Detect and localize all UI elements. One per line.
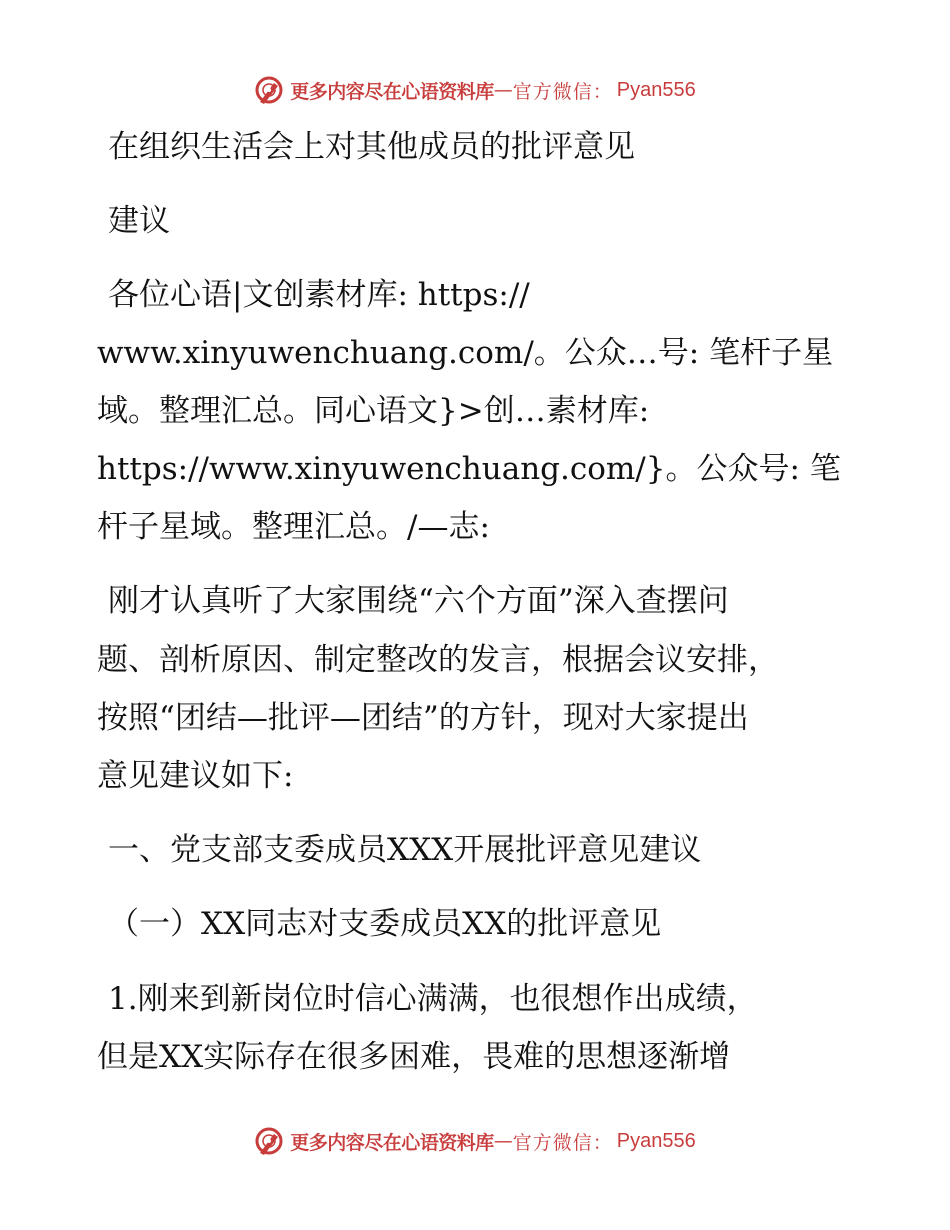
pen-logo-icon: [254, 1126, 284, 1156]
pen-logo-icon: [254, 75, 284, 105]
doc-title-line-2: 建议: [108, 203, 170, 239]
section-heading: 一、党支部支委成员XXX开展批评意见建议: [108, 832, 702, 868]
paragraph-line: 但是XX实际存在很多困难，畏难的思想逐渐增: [97, 1039, 731, 1075]
banner-wechat-label: 官方微信：: [512, 80, 613, 103]
paragraph-line: 意见建议如下:: [97, 758, 294, 794]
banner-dash: —: [493, 79, 513, 101]
banner-slogan: 更多内容尽在心语资料库: [290, 80, 494, 103]
subsection-heading: （一）XX同志对支委成员XX的批评意见: [108, 906, 662, 942]
banner-wechat-id: Pyan556: [616, 1129, 696, 1152]
banner-wechat-id: Pyan556: [616, 78, 696, 101]
paragraph-line: 按照“团结—批评—团结”的方针，现对大家提出: [97, 700, 749, 736]
paragraph-line: https://www.xinyuwenchuang.com/}。公众号: 笔: [97, 451, 841, 487]
paragraph-line: www.xinyuwenchuang.com/。公众…号: 笔杆子星: [97, 335, 834, 371]
paragraph-line: 各位心语|文创素材库: https://: [108, 277, 530, 313]
paragraph-line: 域。整理汇总。同心语文}>创…素材库:: [97, 393, 650, 429]
banner-slogan: 更多内容尽在心语资料库: [290, 1131, 494, 1154]
paragraph-line: 1.刚来到新岗位时信心满满，也很想作出成绩，: [108, 981, 758, 1017]
paragraph-line: 杆子星域。整理汇总。/—志:: [97, 509, 490, 545]
paragraph-line: 刚才认真听了大家围绕“六个方面”深入查摆问: [108, 583, 729, 619]
banner-dash: —: [493, 1130, 513, 1152]
footer-banner: [0, 1121, 950, 1161]
header-banner: [0, 70, 950, 110]
banner-wechat-label: 官方微信：: [512, 1131, 613, 1154]
paragraph-line: 题、剖析原因、制定整改的发言，根据会议安排，: [97, 642, 779, 678]
doc-title-line-1: 在组织生活会上对其他成员的批评意见: [108, 129, 635, 165]
